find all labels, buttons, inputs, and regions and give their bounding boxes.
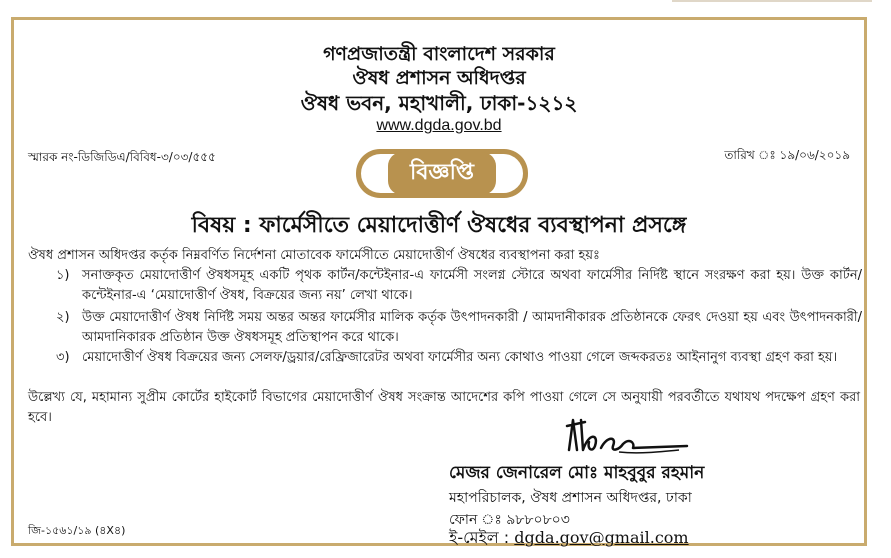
item-number: ৩) <box>56 350 70 365</box>
website-link-text[interactable]: www.dgda.gov.bd <box>376 117 502 134</box>
list-item: মেয়াদোত্তীর্ণ ঔষধ বিক্রয়ের জন্য সেলফ/ড্রয়ার/রেফ্রিজারেটর অথবা ফার্মেসীর অন্য কোথাও পাওয়া গেলে জব্দকরতঃ আইনানুগ ব্যবস্থা গ্রহণ করা হয়। <box>82 350 838 365</box>
notice-badge <box>356 149 528 198</box>
email-link[interactable]: dgda.gov@gmail.com <box>514 528 689 547</box>
email-label: ই-মেইল : <box>449 528 510 547</box>
closing-text: উল্লেখ্য যে, মহামান্য সুপ্রীম কোর্টের হাইকোর্ট বিভাগের মেয়াদোত্তীর্ণ ঔষধ সংক্রান্ত আদেশের কপি পাওয়া গেলে সে অনুযায়ী পরবর্তীতে যথাযথ পদক্ষেপ গ্রহণ করা হবে। <box>28 390 860 425</box>
notice-badge-inner <box>361 154 523 193</box>
memo-number: স্মারক নং-ডিজিডিএ/বিবিধ-৩/০৩/৫৫৫ <box>28 150 216 164</box>
signatory-phone: ফোন ঃ ৯৮৮০৮০৩ <box>449 512 570 528</box>
notice-label: বিজ্ঞপ্তি <box>388 152 496 195</box>
signatory-name: মেজর জেনারেল মোঃ মাহবুবুর রহমান <box>449 463 705 483</box>
notice-frame <box>11 17 867 546</box>
subject-line: বিষয় : ফার্মেসীতে মেয়াদোত্তীর্ণ ঔষধের ব্যবস্থাপনা প্রসঙ্গে <box>191 213 687 238</box>
intro-text: ঔষধ প্রশাসন অধিদপ্তর কর্তৃক নিম্নবর্ণিত নির্দেশনা মোতাবেক ফার্মেসীতে মেয়াদোত্তীর্ণ ঔষধের ব্যবস্থাপনা করা হয়ঃ <box>28 248 600 263</box>
list-item: উক্ত মেয়াদোত্তীর্ণ ঔষধ নির্দিষ্ট সময় অন্তর অন্তর ফার্মেসীর মালিক কর্তৃক উৎপাদনকারী / আমদানীকারক প্রতিষ্ঠানকে ফেরৎ দেওয়া হয় এবং উৎপাদনকারী/আমদানিকারক প্রতিষ্ঠান উক্ত ঔষধসমূহ প্রতিস্থাপন করে থাকে। <box>82 310 862 345</box>
top-divider <box>672 0 872 2</box>
govt-name: গণপ্রজাতন্ত্রী বাংলাদেশ সরকার <box>323 43 555 65</box>
item-number: ১) <box>56 268 70 283</box>
department-name: ঔষধ প্রশাসন অধিদপ্তর <box>352 67 526 89</box>
signatory-email <box>449 525 859 552</box>
signatory-title: মহাপরিচালক, ঔষধ প্রশাসন অধিদপ্তর, ঢাকা <box>449 490 692 506</box>
reference-code: জি-১৫৬১/১৯ (৪X৪) <box>28 524 126 537</box>
signature-image <box>559 412 699 462</box>
department-address: ঔষধ ভবন, মহাখালী, ঢাকা-১২১২ <box>300 91 578 115</box>
item-number: ২) <box>56 310 70 325</box>
list-item: সনাক্তকৃত মেয়াদোত্তীর্ণ ঔষধসমূহ একটি পৃথক কার্টন/কন্টেইনার-এ ফার্মেসী সংলগ্ন স্টোরে অথবা ফার্মেসীর নির্দিষ্ট স্থানে সংরক্ষণ করা হয়। উক্ত কার্টন/কন্টেইনার-এ ‘মেয়াদোত্তীর্ণ ঔষধ, বিক্রয়ের জন্য নয়’ লেখা থাকে। <box>82 268 862 303</box>
website-link[interactable] <box>14 117 864 135</box>
notice-date: তারিখ ঃ ১৯/০৬/২০১৯ <box>724 148 850 162</box>
